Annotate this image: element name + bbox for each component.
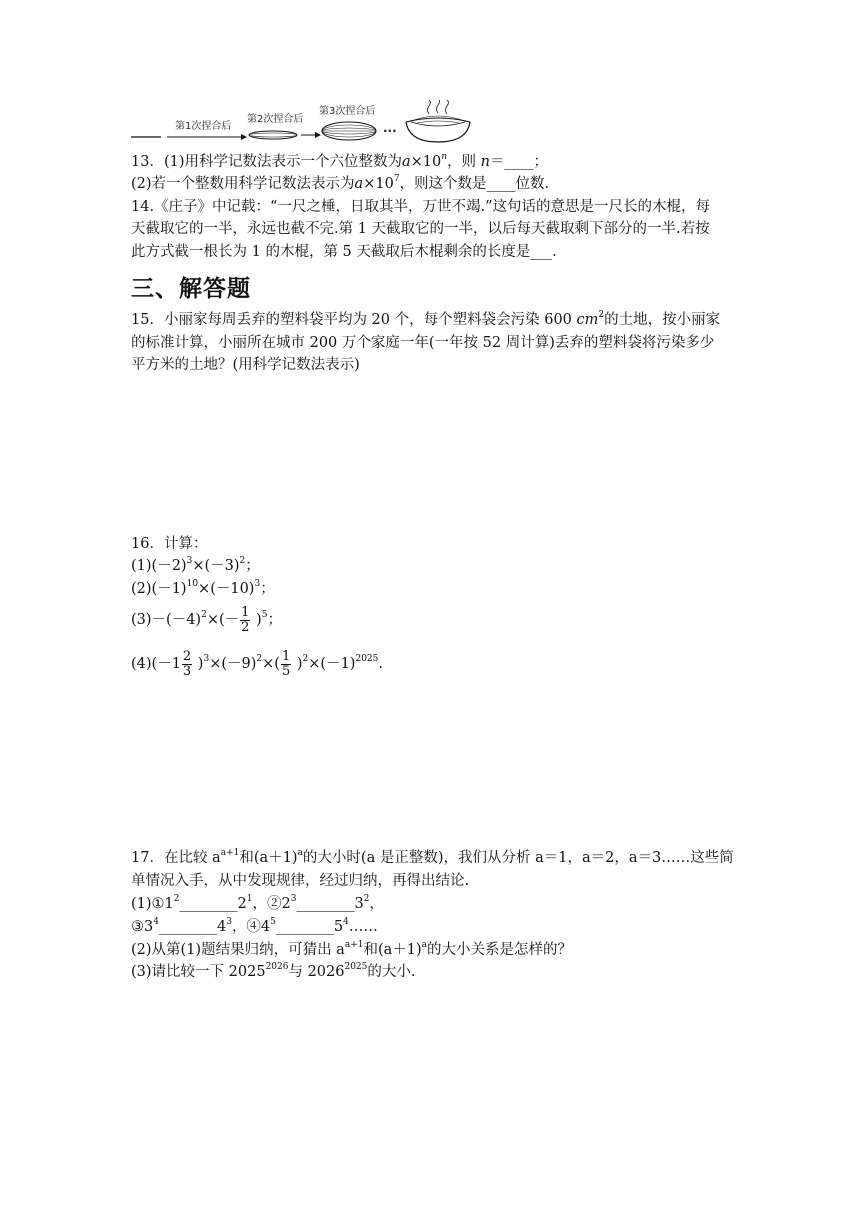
q16-p4-c: ×(－9)	[209, 656, 257, 672]
q13-part1-times: ×10	[410, 154, 442, 170]
q16-p3-c: )	[251, 612, 262, 628]
q16-p1-b: ×(－3)	[192, 558, 240, 574]
q17-line2: 单情况入手，从中发现规律，经过归纳，再得出结论.	[131, 873, 470, 889]
q17-line1-a: 17．在比较 a	[131, 850, 221, 866]
q17-line3-d: ________3	[296, 896, 364, 912]
q16-p4-fraction2	[281, 650, 291, 679]
q17-line4-a: ③3	[131, 919, 154, 935]
q16-p3-num: 1	[241, 604, 250, 620]
q16-p4-num2: 1	[281, 648, 291, 664]
q17-line4-e4: 4	[343, 917, 349, 927]
q17-line3-e4: 2	[363, 894, 370, 904]
q16-title: 16．计算：	[131, 536, 208, 552]
q15-unit-exp: 2	[598, 310, 605, 320]
q17-line3	[131, 894, 384, 914]
q13-part1-end: ＝____；	[490, 154, 549, 170]
q13-part2-text: (2)若一个整数用科学记数法表示为	[131, 176, 355, 192]
q16-p4-e: )	[292, 656, 303, 672]
q13-part2-times: ×10	[363, 176, 394, 192]
q13-part2	[131, 174, 549, 194]
q17-line6-e1: 2026	[265, 962, 289, 972]
q17-line3-e2: 1	[246, 894, 253, 904]
q17-line6-e2: 2025	[344, 962, 368, 972]
q16-part4	[131, 648, 383, 680]
q16-p2-e1: 10	[186, 579, 199, 589]
q17-line4-c: ，④4	[231, 919, 271, 935]
q13-part1	[131, 152, 548, 172]
q16-p3-e1: 2	[201, 610, 207, 620]
q17-line6-c: 的大小.	[367, 964, 416, 980]
q17-line5-b: 和(a＋1)	[363, 942, 422, 958]
q16-part3	[131, 604, 282, 636]
q17-line4-e3: 5	[270, 917, 276, 927]
q16-p4-e1: 3	[203, 654, 210, 664]
step1-label: 第1次捏合后	[175, 121, 232, 132]
q16-p3-fraction	[240, 606, 250, 635]
noodle-diagram	[131, 100, 476, 144]
q17-line1-b: 和(a＋1)	[239, 850, 298, 866]
q17-line4	[131, 917, 378, 937]
q17-line4-f: ……	[348, 919, 378, 935]
q16-p2-e2: 3	[254, 579, 261, 589]
q17-line4-e2: 3	[226, 917, 232, 927]
q16-p4-den2: 5	[281, 663, 291, 679]
q17-line6-b: 与 2026	[288, 964, 345, 980]
q17-line5-e1: a+1	[344, 940, 364, 950]
q16-p4-e3: 2	[302, 654, 309, 664]
q17-line3-e3: 3	[290, 894, 297, 904]
q16-p3-b: ×(－	[206, 612, 240, 628]
q16-p1-a: (1)(－2)	[131, 558, 187, 574]
ellipsis: ···	[383, 124, 397, 138]
q15-line2: 的标准计算，小丽所在城市 200 万个家庭一年(一年按 52 周计算)丢弃的塑料袋将污染多少	[131, 335, 715, 351]
q13-part1-base: a	[402, 154, 411, 170]
q17-line3-f: ，	[369, 896, 384, 912]
q16-p4-g: .	[378, 656, 383, 672]
q17-line1-e1: a+1	[220, 848, 240, 858]
q13-part1-text: (1)用科学记数法表示一个六位整数为	[163, 154, 402, 170]
q16-p1-e2: 2	[239, 556, 246, 566]
q17-line3-b: ________2	[179, 896, 247, 912]
q16-p1-e1: 3	[186, 556, 193, 566]
q16-p4-e4: 2025	[355, 654, 379, 664]
q15-line1-a: 15．小丽家每周丢弃的塑料袋平均为 20 个，每个塑料袋会污染 600	[131, 312, 577, 328]
q17-line6-a: (3)请比较一下 2025	[131, 964, 266, 980]
q16-p4-a: (4)(－1	[131, 656, 181, 672]
q17-line3-a: (1)①1	[131, 896, 174, 912]
q13-number: 13．	[131, 154, 164, 170]
q17-line6	[131, 962, 416, 982]
q14-line1: 14.《庄子》中记载：“一尺之棰，日取其半，万世不竭.”这句话的意思是一尺长的木棍，每	[131, 199, 710, 215]
q16-p4-d: ×(	[262, 656, 280, 672]
q15-unit: cm	[576, 312, 599, 328]
q16-part2	[131, 579, 275, 599]
q13-part2-exp: 7	[393, 174, 400, 184]
q17-line4-b: ________4	[158, 919, 227, 935]
q17-line1-e2: a	[297, 848, 303, 858]
q16-p3-a: (3)－(－4)	[131, 612, 202, 628]
q14-line3: 此方式截一根长为 1 的木棍，第 5 天截取后木棍剩余的长度是___.	[131, 244, 557, 260]
q16-p3-d: ；	[267, 612, 282, 628]
q16-p1-c: ；	[245, 558, 260, 574]
q16-p2-c: ；	[260, 581, 275, 597]
step3-label: 第3次捏合后	[319, 106, 376, 117]
q15-line1	[131, 310, 720, 330]
q14-line2: 天截取它的一半，永远也截不完.第 1 天截取它的一半，以后每天截取剩下部分的一半.若按	[131, 221, 710, 237]
q16-p3-e2: 5	[261, 610, 268, 620]
q17-line3-e1: 2	[173, 894, 180, 904]
q13-part2-base: a	[354, 176, 364, 192]
q16-p3-den: 2	[241, 619, 250, 635]
q17-line1	[131, 848, 734, 868]
q16-p4-f: ×(－1)	[308, 656, 356, 672]
q17-line5-e2: a	[421, 940, 428, 950]
q13-part1-tail: ，则	[447, 154, 477, 170]
q16-p4-fraction1	[182, 650, 192, 679]
q16-part1	[131, 556, 260, 576]
q13-part1-var: n	[480, 154, 491, 170]
q17-line3-c: ，②2	[252, 896, 291, 912]
q13-part2-end: ，则这个数是____位数.	[399, 176, 550, 192]
q17-line4-e1: 4	[153, 917, 159, 927]
q17-line5-c: 的大小关系是怎样的？	[427, 942, 573, 958]
q16-p2-a: (2)(－1)	[131, 581, 187, 597]
section-heading: 三、解答题	[131, 276, 251, 302]
q16-p4-num1: 2	[182, 648, 192, 664]
q17-line5-a: (2)从第(1)题结果归纳，可猜出 a	[131, 942, 345, 958]
q17-line5	[131, 940, 572, 960]
q16-p4-e2: 2	[256, 654, 263, 664]
q16-p4-den1: 3	[182, 663, 192, 679]
q17-line4-d: ________5	[275, 919, 344, 935]
q15-line1-b: 的土地，按小丽家	[604, 312, 721, 328]
q17-line1-c: 的大小时(a 是正整数)，我们从分析 a＝1，a＝2，a＝3……这些简	[302, 850, 734, 866]
q16-p4-b: )	[193, 656, 204, 672]
q13-part1-exp: n	[441, 152, 448, 162]
q16-p2-b: ×(－10)	[198, 581, 255, 597]
q15-line3: 平方米的土地？(用科学记数法表示)	[131, 357, 360, 373]
step2-label: 第2次捏合后	[247, 114, 304, 125]
